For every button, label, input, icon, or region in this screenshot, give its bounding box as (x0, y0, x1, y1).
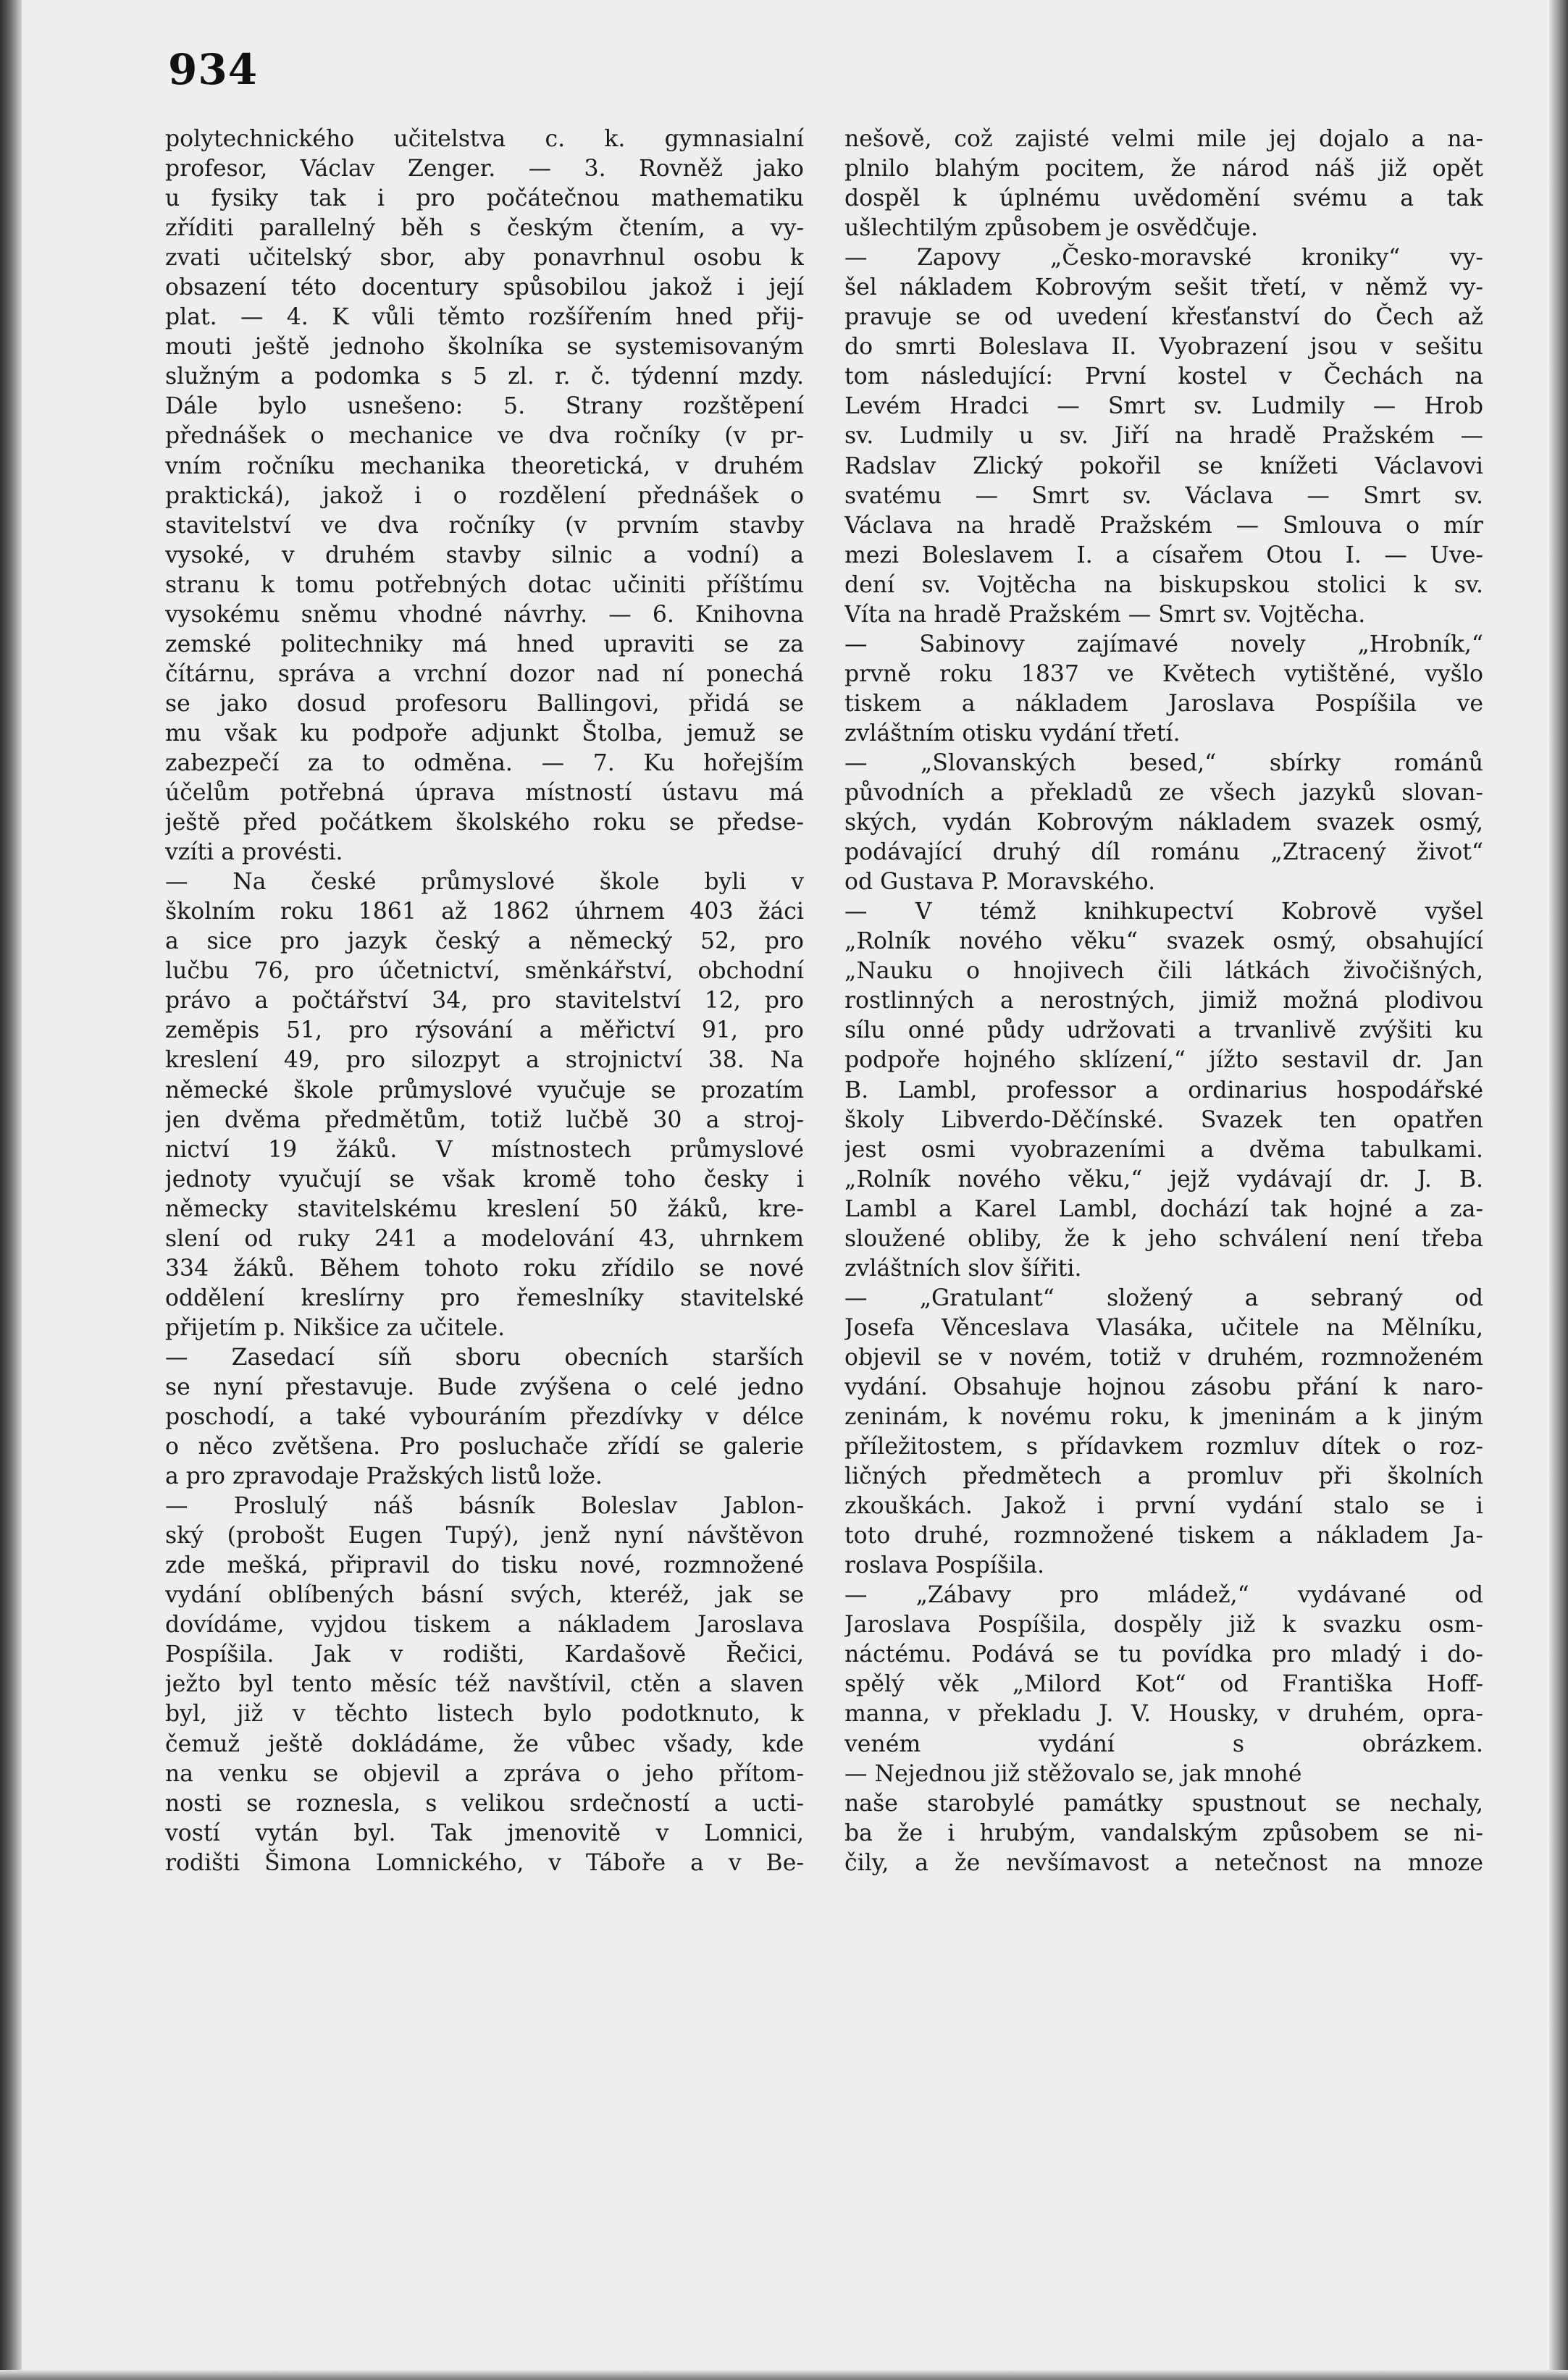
right-column-line: pravuje se od uvedení křesťanství do Čech až (844, 304, 1483, 331)
left-column-line: Pospíšila. Jak v rodišti, Kardašově Řečici, (165, 1641, 804, 1668)
left-column-line: mu však ku podpoře adjunkt Štolba, jemuž se (165, 720, 804, 747)
left-column-line: zemské politechniky má hned upraviti se za (165, 631, 804, 657)
right-column-line: podávající druhý díl románu „Ztracený život“ (844, 839, 1483, 866)
left-column-line: ježto byl tento měsíc též navštívil, ctěn a slaven (165, 1671, 804, 1698)
left-column-line: nosti se roznesla, s velikou srdečností a ucti- (165, 1790, 804, 1817)
left-column-line: lučbu 76, pro účetnictví, směnkářství, obchodní (165, 958, 804, 985)
left-column-line: o něco zvětšena. Pro posluchače zřídí se galerie (165, 1434, 804, 1460)
right-column-line: dení sv. Vojtěcha na biskupskou stolici k sv. (844, 571, 1483, 598)
left-column-line: a sice pro jazyk český a německý 52, pro (165, 928, 804, 955)
right-column-line: Jaroslava Pospíšila, dospěly již k svazku osm- (844, 1612, 1483, 1639)
right-column-line: tom následující: První kostel v Čechách na (844, 363, 1483, 390)
right-column-line: — V témž knihkupectví Kobrově vyšel (844, 899, 1483, 925)
left-column-line: zvati učitelský sbor, aby ponavrhnul osobu k (165, 245, 804, 272)
right-column-line: sílu onné půdy udržovati a trvanlivě zvýšiti ku (844, 1017, 1483, 1044)
left-column-line: obsazení této docentury spůsobilou jakož i její (165, 274, 804, 301)
left-column-line: se nyní přestavuje. Bude zvýšena o celé jedno (165, 1374, 804, 1400)
left-column-line: školním roku 1861 až 1862 úhrnem 403 žáci (165, 899, 804, 925)
left-column-line: čítárnu, správa a vrchní dozor nad ní ponechá (165, 660, 804, 687)
right-column-line: sloužené obliby, že k jeho schválení není třeba (844, 1225, 1483, 1252)
right-column-line: — Nejednou již stěžovalo se, jak mnohé (844, 1760, 1302, 1787)
left-column-line: a pro zpravodaje Pražských listů lože. (165, 1463, 603, 1490)
right-column-line: „Nauku o hnojivech čili látkách živočišných, (844, 958, 1483, 985)
right-column-line: manna, v překladu J. V. Housky, v druhém, opra- (844, 1701, 1483, 1728)
right-column-line: roslava Pospíšila. (844, 1552, 1045, 1579)
right-column-line: Lambl a Karel Lambl, dochází tak hojné a za- (844, 1195, 1483, 1222)
left-column-line: účelům potřebná úprava místností ústavu má (165, 780, 804, 807)
left-column-line: polytechnického učitelstva c. k. gymnasialní (165, 126, 804, 152)
left-column-line: dovídáme, vyjdou tiskem a nákladem Jaroslava (165, 1612, 804, 1639)
left-column-line: přijetím p. Nikšice za učitele. (165, 1314, 506, 1341)
left-column-line: vydání oblíbených básní svých, kteréž, jak se (165, 1582, 804, 1609)
left-column-line: zabezpečí za to odměna. — 7. Ku hořejším (165, 749, 804, 776)
left-column-line: — Na české průmyslové škole byli v (165, 869, 804, 896)
left-column-line: zde mešká, připravil do tisku nové, rozmnožené (165, 1552, 804, 1579)
left-column-line: poschodí, a také vybouráním přezdívky v délce (165, 1404, 804, 1431)
right-column-line: zkouškách. Jakož i první vydání stalo se i (844, 1493, 1483, 1520)
left-column-line: zeměpis 51, pro rýsování a měřictví 91, pro (165, 1017, 804, 1044)
left-column-line: ještě před počátkem školského roku se předse- (165, 810, 804, 836)
right-column-line: — „Zábavy pro mládež,“ vydávané od (844, 1582, 1483, 1609)
right-column-line: „Rolník nového věku,“ jejž vydávají dr. J. B. (844, 1166, 1483, 1193)
right-column-line: ba že i hrubým, vandalským způsobem se ni- (844, 1820, 1483, 1846)
right-column-line: rostlinných a nerostných, jimiž možná plodivou (844, 988, 1483, 1014)
right-column-line: mezi Boleslavem I. a císařem Otou I. — Uve- (844, 542, 1483, 568)
right-column-line: nešově, což zajisté velmi mile jej dojalo a na- (844, 126, 1483, 152)
left-column-line: stranu k tomu potřebných dotac učiniti příštímu (165, 571, 804, 598)
right-column (844, 125, 1483, 1878)
left-column-line: vním ročníku mechanika theoretická, v druhém (165, 453, 804, 479)
right-column-line: „Rolník nového věku“ svazek osmý, obsahující (844, 928, 1483, 955)
left-column-line: zříditi parallelný běh s českým čtením, a vy- (165, 215, 804, 242)
right-column-line: Václava na hradě Pražském — Smlouva o mír (844, 512, 1483, 539)
left-column-line: profesor, Václav Zenger. — 3. Rovněž jako (165, 156, 804, 182)
right-column-line: dospěl k úplnému uvědomění svému a tak (844, 185, 1483, 212)
right-column-line: náctému. Podává se tu povídka pro mladý i do- (844, 1641, 1483, 1668)
left-column-line: stavitelství ve dva ročníky (v prvním stavby (165, 512, 804, 539)
scan-shadow-right (1549, 0, 1568, 2380)
left-column-line: služným a podomka s 5 zl. r. č. týdenní mzdy. (165, 363, 804, 390)
right-column-line: zvláštním otisku vydání třetí. (844, 720, 1181, 747)
left-column-line: se jako dosud profesoru Ballingovi, přidá se (165, 690, 804, 717)
right-column-line: Levém Hradci — Smrt sv. Ludmily — Hrob (844, 393, 1483, 420)
left-column-line: Dále bylo usnešeno: 5. Strany rozštěpení (165, 393, 804, 420)
right-column-line: — Zapovy „Česko-moravské kroniky“ vy- (844, 245, 1483, 272)
left-column-line: oddělení kreslírny pro řemeslníky stavitelské (165, 1284, 804, 1311)
right-column-line: Víta na hradě Pražském — Smrt sv. Vojtěcha. (844, 601, 1366, 628)
right-column-line: svatému — Smrt sv. Václava — Smrt sv. (844, 482, 1483, 509)
right-column-line: — „Gratulant“ složený a sebraný od (844, 1284, 1483, 1311)
right-column-line: tiskem a nákladem Jaroslava Pospíšila ve (844, 690, 1483, 717)
left-column-line: vzíti a provésti. (165, 839, 343, 866)
right-column-line: naše starobylé památky spustnout se nechaly, (844, 1790, 1483, 1817)
right-column-line: příležitostem, s přídavkem rozmluv dítek o roz- (844, 1434, 1483, 1460)
left-column-line: na venku se objevil a zpráva o jeho přítom- (165, 1760, 804, 1787)
left-column-line: vysoké, v druhém stavby silnic a vodní) a (165, 542, 804, 568)
left-column-line: vostí vytán byl. Tak jmenovitě v Lomnici, (165, 1820, 804, 1846)
right-column-line: původních a překladů ze všech jazyků slovan- (844, 780, 1483, 807)
right-column-line: školy Libverdo-Děčínské. Svazek ten opatřen (844, 1106, 1483, 1133)
right-column-line: podpoře hojného sklízení,“ jížto sestavil dr. Jan (844, 1047, 1483, 1074)
right-column-line: ských, vydán Kobrovým nákladem svazek osmý, (844, 810, 1483, 836)
left-column-line: německé škole průmyslové vyučuje se prozatím (165, 1077, 804, 1103)
left-column-line: německy stavitelskému kreslení 50 žáků, kre- (165, 1195, 804, 1222)
right-column-line: B. Lambl, professor a ordinarius hospodářské (844, 1077, 1483, 1103)
scan-shadow-bottom (0, 2370, 1568, 2380)
right-column-line: šel nákladem Kobrovým sešit třetí, v němž vy- (844, 274, 1483, 301)
right-column-line: zeninám, k novému roku, k jmeninám a k jiným (844, 1404, 1483, 1431)
right-column-line: spělý věk „Milord Kot“ od Františka Hoff- (844, 1671, 1483, 1698)
left-column-line: právo a počtářství 34, pro stavitelství 12, pro (165, 988, 804, 1014)
right-column-line: do smrti Boleslava II. Vyobrazení jsou v sešitu (844, 334, 1483, 361)
right-column-line: jest osmi vyobrazeními a dvěma tabulkami. (844, 1136, 1483, 1163)
left-column-line: nictví 19 žáků. V místnostech průmyslové (165, 1136, 804, 1163)
left-column-line: u fysiky tak i pro počátečnou mathematiku (165, 185, 804, 212)
right-column-line: prvně roku 1837 ve Květech vytištěné, vyšlo (844, 660, 1483, 687)
left-column-line: mouti ještě jednoho školníka se systemisovaným (165, 334, 804, 361)
right-column-line: — Sabinovy zajímavé novely „Hrobník,“ (844, 631, 1483, 657)
left-column-line: — Proslulý náš básník Boleslav Jablon- (165, 1493, 804, 1520)
left-column (165, 125, 804, 1878)
right-column-line: ušlechtilým způsobem je osvědčuje. (844, 215, 1258, 242)
right-column-line: veném vydání s obrázkem. (844, 1731, 1483, 1757)
right-column-line: Radslav Zlický pokořil se knížeti Václavovi (844, 453, 1483, 479)
left-column-line: vysokému sněmu vhodné návrhy. — 6. Knihovna (165, 601, 804, 628)
left-column-line: jen dvěma předmětům, totiž lučbě 30 a stroj- (165, 1106, 804, 1133)
left-column-line: praktická), jakož i o rozdělení přednášek o (165, 482, 804, 509)
left-column-line: čemuž ještě dokládáme, že vůbec všady, kde (165, 1731, 804, 1757)
left-column-line: slení od ruky 241 a modelování 43, uhrnkem (165, 1225, 804, 1252)
left-column-line: 334 žáků. Během tohoto roku zřídilo se nové (165, 1255, 804, 1282)
right-column-line: ličných předmětech a promluv při školních (844, 1463, 1483, 1490)
left-column-line: plat. — 4. K vůli těmto rozšířením hned přij- (165, 304, 804, 331)
page-number: 934 (168, 45, 259, 94)
right-column-line: Josefa Věnceslava Vlasáka, učitele na Mělníku, (844, 1314, 1483, 1341)
left-column-line: rodišti Šimona Lomnického, v Táboře a v Be- (165, 1849, 804, 1876)
right-column-line: vydání. Obsahuje hojnou zásobu přání k naro- (844, 1374, 1483, 1400)
left-column-line: — Zasedací síň sboru obecních starších (165, 1344, 804, 1371)
scan-shadow-left (0, 0, 22, 2380)
right-column-line: toto druhé, rozmnožené tiskem a nákladem Ja- (844, 1523, 1483, 1549)
right-column-line: sv. Ludmily u sv. Jiří na hradě Pražském — (844, 423, 1483, 450)
right-column-line: — „Slovanských besed,“ sbírky románů (844, 749, 1483, 776)
right-column-line: čily, a že nevšímavost a netečnost na mnoze (844, 1849, 1483, 1876)
left-column-line: byl, již v těchto listech bylo podotknuto, k (165, 1701, 804, 1728)
left-column-line: kreslení 49, pro silozpyt a strojnictví 38. Na (165, 1047, 804, 1074)
right-column-line: od Gustava P. Moravského. (844, 869, 1156, 896)
left-column-line: ský (probošt Eugen Tupý), jenž nyní návštěvon (165, 1523, 804, 1549)
right-column-line: plnilo blahým pocitem, že národ náš již opět (844, 156, 1483, 182)
left-column-line: přednášek o mechanice ve dva ročníky (v pr- (165, 423, 804, 450)
right-column-line: objevil se v novém, totiž v druhém, rozmnoženém (844, 1344, 1483, 1371)
right-column-line: zvláštních slov šířiti. (844, 1255, 1082, 1282)
left-column-line: jednoty vyučují se však kromě toho česky i (165, 1166, 804, 1193)
